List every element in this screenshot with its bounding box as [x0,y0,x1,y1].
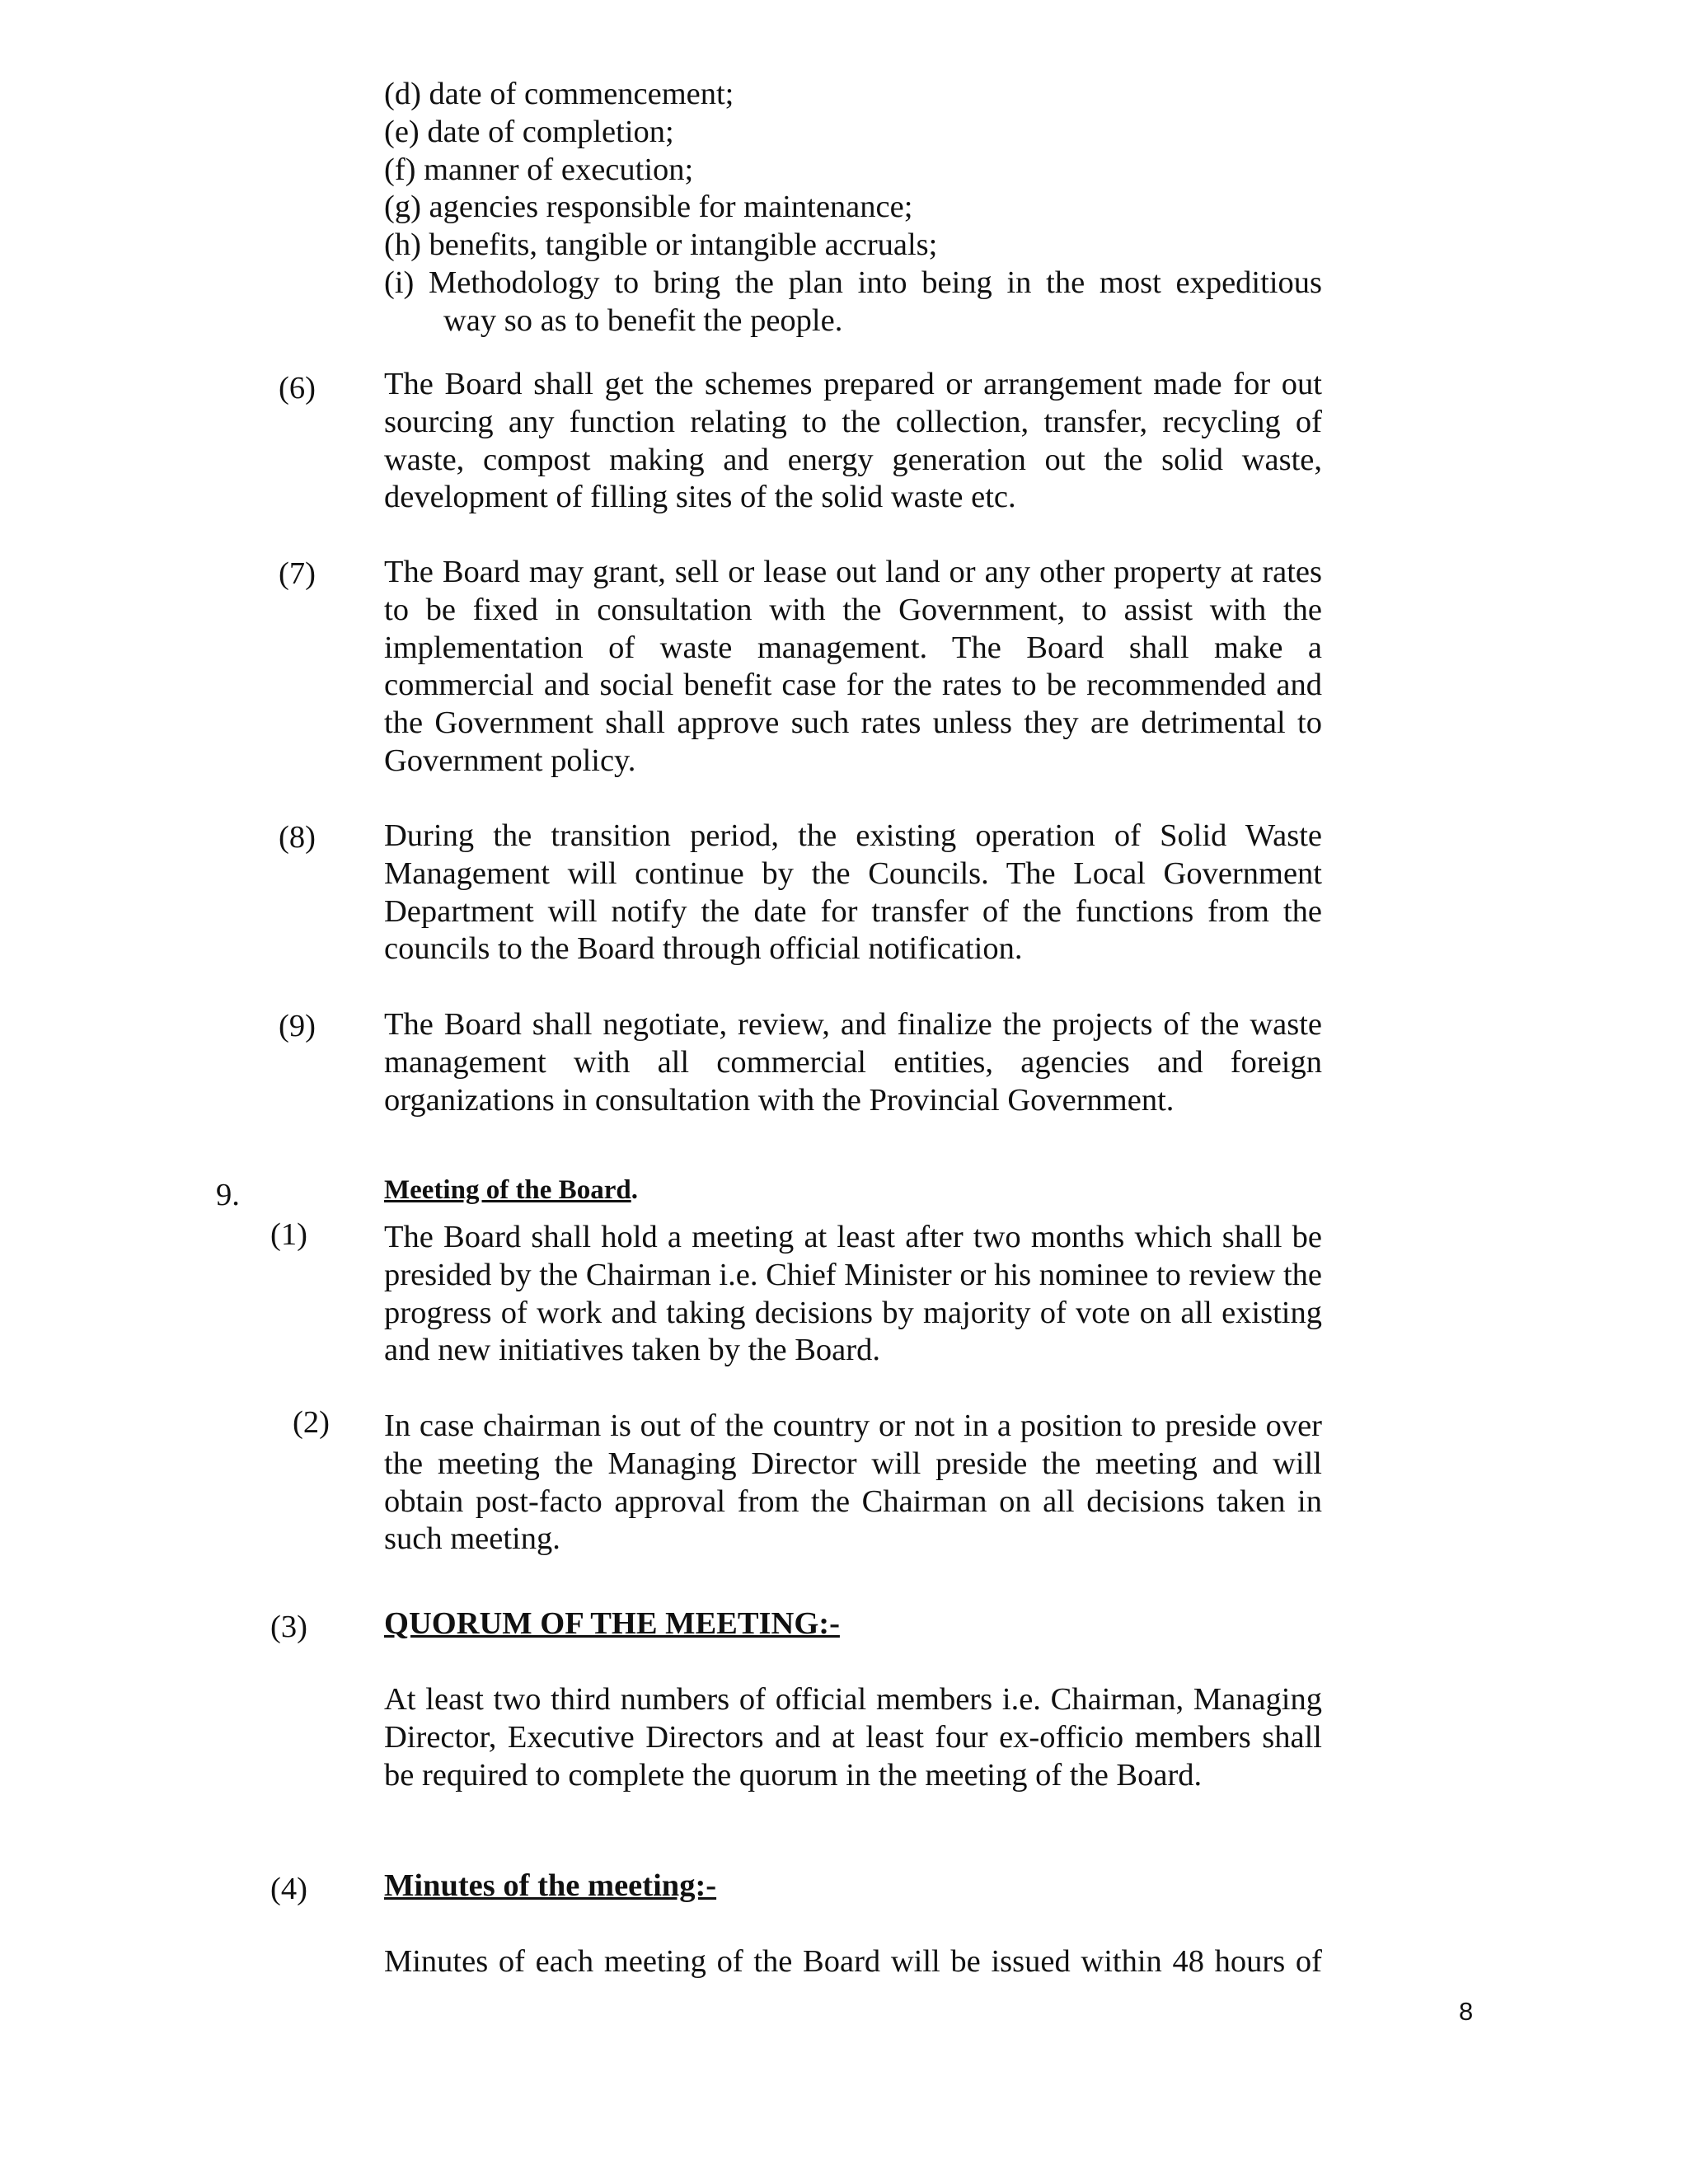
clause-8-text: During the transition period, the existing operation of Solid Waste Management will continue by the Councils. The Local Government Department will notify the date for transfer of the functions from the councils to the Board through official notification. [384,818,1322,967]
section-9-sub-2-number: (2) [293,1405,330,1440]
section-9-sub-1-number: (1) [270,1217,307,1252]
sub-item-e: (e) date of completion; [384,114,674,149]
sub-item-f: (f) manner of execution; [384,152,694,187]
clause-9-number: (9) [279,1009,316,1043]
sub-item-i-continued: way so as to benefit the people. [443,302,843,338]
clause-8-number: (8) [279,820,316,855]
section-9-sub-2-text: In case chairman is out of the country or not in a position to preside over the meeting the Managing Director will preside the meeting and will obtain post-facto approval from the Chairman on all decisions taken in such meeting. [384,1408,1322,1557]
clause-9-text: The Board shall negotiate, review, and finalize the projects of the waste management with all commercial entities, agencies and foreign organizations in consultation with the Provincial Government. [384,1007,1322,1118]
section-9-number: 9. [216,1178,240,1212]
section-9-sub-4-number: (4) [270,1872,307,1906]
sub-item-h: (h) benefits, tangible or intangible accruals; [384,227,938,263]
sub-item-g: (g) agencies responsible for maintenance; [384,190,913,225]
clause-7-number: (7) [279,556,316,591]
section-9-sub-3-number: (3) [270,1610,307,1644]
sub-item-list [384,76,1322,340]
sub-item-d: (d) date of commencement; [384,77,734,111]
quorum-text: At least two third numbers of official members i.e. Chairman, Managing Director, Executive Directors and at least four ex-officio members shall be required to complete the quorum in the meeting of the Board. [384,1682,1322,1793]
page-number: 8 [1459,1997,1474,2026]
section-9-heading [384,1170,638,1210]
section-9-heading-text: Meeting of the Board [384,1175,631,1205]
sub-item-i: (i) Methodology to bring the plan into being in the most expeditious [384,265,1322,300]
clause-7-text: The Board may grant, sell or lease out land or any other property at rates to be fixed in consultation with the Government, to assist with the implementation of waste management. The Board shall make a commercial and social benefit case for the rates to be recommended and the Government shall approve such rates unless they are detrimental to Government policy. [384,555,1322,778]
clause-6-number: (6) [279,371,316,405]
section-9-heading-period: . [631,1175,638,1205]
minutes-text: Minutes of each meeting of the Board will be issued within 48 hours of [384,1944,1322,1979]
clause-6-text: The Board shall get the schemes prepared or arrangement made for out sourcing any function relating to the collection, transfer, recycling of waste, compost making and energy generation out the solid waste, development of filling sites of the solid waste etc. [384,367,1322,515]
minutes-heading: Minutes of the meeting:- [384,1868,717,1903]
quorum-heading: QUORUM OF THE MEETING:- [384,1606,840,1641]
section-9-sub-1-text: The Board shall hold a meeting at least after two months which shall be presided by the Chairman i.e. Chief Minister or his nominee to review the progress of work and taking decisions by majority of vote on all existing and new initiatives taken by the Board. [384,1220,1322,1368]
